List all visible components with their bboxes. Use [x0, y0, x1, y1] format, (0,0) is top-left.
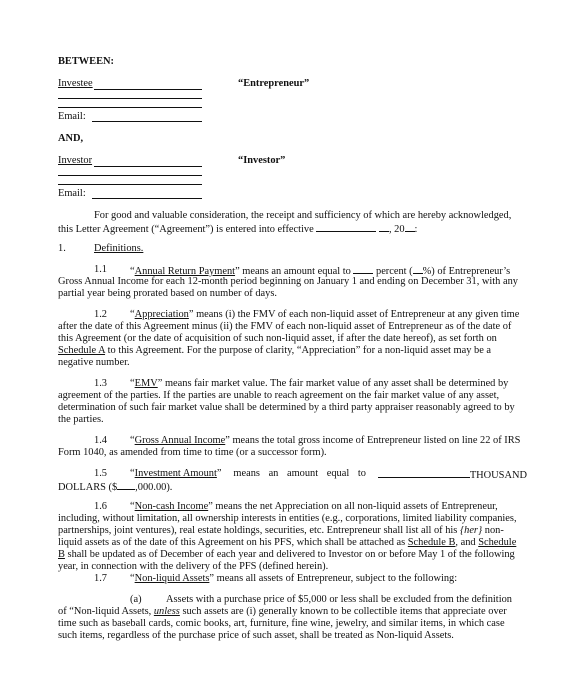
section-1-5-number: 1.5	[94, 468, 107, 479]
section-1-4-number: 1.4	[94, 435, 107, 446]
section-1-2-line-4	[58, 345, 491, 357]
term-emv: EMV	[134, 378, 158, 389]
s1-5-text-a: means an amount equal to	[233, 468, 366, 479]
s1-2-text-1: means (i) the FMV of each non-liquid asset of Entrepreneur at any given time	[196, 309, 520, 320]
section-1-4-line-1: “Gross Annual Income” means the total gross income of Entrepreneur listed on line 22 of IRS	[130, 435, 521, 446]
s1-7a-unless: unless	[153, 606, 180, 617]
year-prefix: , 20	[388, 224, 405, 235]
percent-paren-blank[interactable]	[413, 264, 423, 274]
term-appreciation: Appreciation	[134, 309, 189, 320]
section-1-3-line-2: agreement of the parties. If the parties are unable to reach agreement on the fair market value of any asset,	[58, 390, 500, 401]
investor-address-line-1[interactable]	[58, 175, 202, 176]
s1-6-text-3a: partnerships, joint ventures), real estate holdings, securities, etc. Entrepreneur shall list all of his	[58, 525, 458, 536]
subsection-a-line-4: such items, regardless of the purchase price of such asset, shall be treated as Non-liquid Assets.	[58, 630, 454, 641]
s1-6-text-5: shall be updated as of December of each year and delivered to Investor on or before May 1 of the following	[67, 549, 515, 560]
s1-5-tail	[378, 468, 527, 482]
section-1-6-line-1: “Non-cash Income” means the net Appreciation on all non-liquid assets of Entrepreneur,	[130, 501, 498, 512]
intro-colon: :	[414, 224, 418, 235]
s1-6-text-3b: {her}	[459, 525, 483, 536]
subsection-a-line-1: Assets with a purchase price of $5,000 or less shall be excluded from the definition	[166, 594, 512, 605]
section-1-2-line-5: negative number.	[58, 357, 130, 368]
section-1-6-line-6: year, in connection with the delivery of the PFS (defined herein).	[58, 561, 329, 572]
s1-6-text-1: means the net Appreciation on all non-liquid assets of Entrepreneur,	[215, 501, 498, 512]
section-1-5-line-2	[58, 480, 172, 494]
s1-6-text-4c: , and	[455, 537, 476, 548]
schedule-b-ref-2: Schedule	[478, 537, 517, 548]
section-1-1-number: 1.1	[94, 264, 107, 275]
investor-email-label: Email:	[58, 188, 86, 199]
section-1-3-line-3: determination of such fair market value shall be determined by a third party appraiser reasonably agreed to by	[58, 402, 515, 413]
subsection-a-line-3: time such as baseball cards, comic books, art, furniture, fine wine, jewelry, and similar items, in which case	[58, 618, 505, 629]
s1-5-text-d: ,000.00).	[135, 482, 173, 493]
percent-blank[interactable]	[353, 264, 373, 274]
term-non-liquid-assets: Non-liquid Assets	[134, 573, 210, 584]
dollars-blank[interactable]	[117, 480, 135, 490]
investor-email-line[interactable]	[92, 198, 202, 199]
section-1-6-line-2: including, without limitation, all ownership interests in entities (e.g., corporations, limited liability companies,	[58, 513, 517, 524]
section-1-2-line-3: this Agreement (or the date of acquisition of such non-liquid asset, if after the date hereof), as set forth on	[58, 333, 497, 344]
section-1-1-line-3: partial year being prorated based on number of days.	[58, 288, 277, 299]
s1-1-text-a: means an amount equal to	[242, 266, 351, 277]
s1-5-text-b: THOUSAND	[469, 470, 527, 481]
s1-7a-text-2c: such assets are (i) generally known to be collectible items that appreciate over	[182, 606, 507, 617]
schedule-b-letter: B	[58, 549, 65, 560]
section-1-4-line-2: Form 1040, as amended from time to time (or a successor form).	[58, 447, 327, 458]
section-1-6-number: 1.6	[94, 501, 107, 512]
effective-day-blank[interactable]	[379, 222, 389, 232]
section-1-1-line-1: “Annual Return Payment” means an amount equal to percent ( %) of Entrepreneur’s	[130, 266, 511, 277]
term-investment-amount: Investment Amount	[134, 468, 217, 479]
schedule-b-ref: Schedule B	[407, 537, 456, 548]
section-1-3-line-1: “EMV” means fair market value. The fair market value of any asset shall be determined by	[130, 378, 509, 389]
s1-1-text-b: percent (	[376, 266, 413, 277]
section-1-3-number: 1.3	[94, 378, 107, 389]
and-heading: AND,	[58, 133, 84, 144]
term-gross-annual-income: Gross Annual Income	[134, 435, 226, 446]
section-1-3-line-4: the parties.	[58, 414, 104, 425]
intro-line-2	[58, 222, 417, 236]
term-non-cash-income: Non-cash Income	[134, 501, 209, 512]
investee-address-line-2[interactable]	[58, 107, 202, 108]
section-1-2-line-1: “Appreciation” means (i) the FMV of each non-liquid asset of Entrepreneur at any given time	[130, 309, 520, 320]
investor-designation: “Investor”	[238, 155, 286, 166]
s1-7a-text-2a: of “Non-liquid Assets,	[58, 606, 152, 617]
s1-3-text-1: means fair market value. The fair market value of any asset shall be determined by	[164, 378, 509, 389]
section-1-7-number: 1.7	[94, 573, 107, 584]
subsection-a-number: (a)	[130, 594, 142, 605]
investor-address-line-2[interactable]	[58, 184, 202, 185]
effective-date-blank[interactable]	[316, 222, 376, 232]
s1-5-text-c: DOLLARS ($	[58, 482, 118, 493]
intro-line-1: For good and valuable consideration, the receipt and sufficiency of which are hereby acknowledged,	[94, 210, 512, 221]
effective-year-blank[interactable]	[405, 222, 415, 232]
s1-2-text-4: to this Agreement. For the purpose of clarity, “Appreciation” for a non-liquid asset may be a	[107, 345, 492, 356]
between-heading: BETWEEN:	[58, 56, 115, 67]
s1-6-text-3c: non-	[484, 525, 504, 536]
section-1-5-line-1	[130, 468, 527, 482]
section-1-2-number: 1.2	[94, 309, 107, 320]
section-1-title: Definitions.	[94, 243, 144, 254]
investee-email-line[interactable]	[92, 121, 202, 122]
intro-line-2-text: this Letter Agreement (“Agreement”) is entered into effective	[58, 224, 314, 235]
s1-5-lead: “Investment Amount”	[130, 468, 222, 479]
section-1-7-line-1: “Non-liquid Assets” means all assets of Entrepreneur, subject to the following:	[130, 573, 458, 584]
investee-address-line-1[interactable]	[58, 98, 202, 99]
s1-4-text-1: means the total gross income of Entrepreneur listed on line 22 of IRS	[232, 435, 521, 446]
section-1-1-line-2: Gross Annual Income for each 12-month period beginning on January 1 and ending on December 31, with any	[58, 276, 518, 287]
section-1-2-line-2: after the date of this Agreement minus (ii) the FMV of each non-liquid asset of Entrepreneur as of the date of	[58, 321, 512, 332]
investee-name-line[interactable]	[94, 89, 202, 90]
schedule-a-ref: Schedule A	[58, 345, 106, 356]
section-1-number: 1.	[58, 243, 66, 254]
section-1-6-line-5	[58, 549, 515, 561]
s1-1-text-c: %) of Entrepreneur’s	[422, 266, 511, 277]
s1-7-text-1: means all assets of Entrepreneur, subject to the following:	[216, 573, 458, 584]
investment-amount-blank[interactable]	[378, 468, 470, 478]
term-annual-return-payment: Annual Return Payment	[134, 266, 236, 277]
section-1-6-line-3	[58, 525, 504, 537]
subsection-a-line-2	[58, 606, 507, 618]
investor-label: Investor	[58, 155, 93, 166]
entrepreneur-designation: “Entrepreneur”	[238, 78, 310, 89]
s1-6-text-4a: liquid assets as of the date of this Agreement on his PFS, which shall be attached as	[58, 537, 406, 548]
section-1-6-line-4	[58, 537, 516, 549]
investee-label: Investee	[58, 78, 93, 89]
investor-name-line[interactable]	[94, 166, 202, 167]
investee-email-label: Email:	[58, 111, 86, 122]
